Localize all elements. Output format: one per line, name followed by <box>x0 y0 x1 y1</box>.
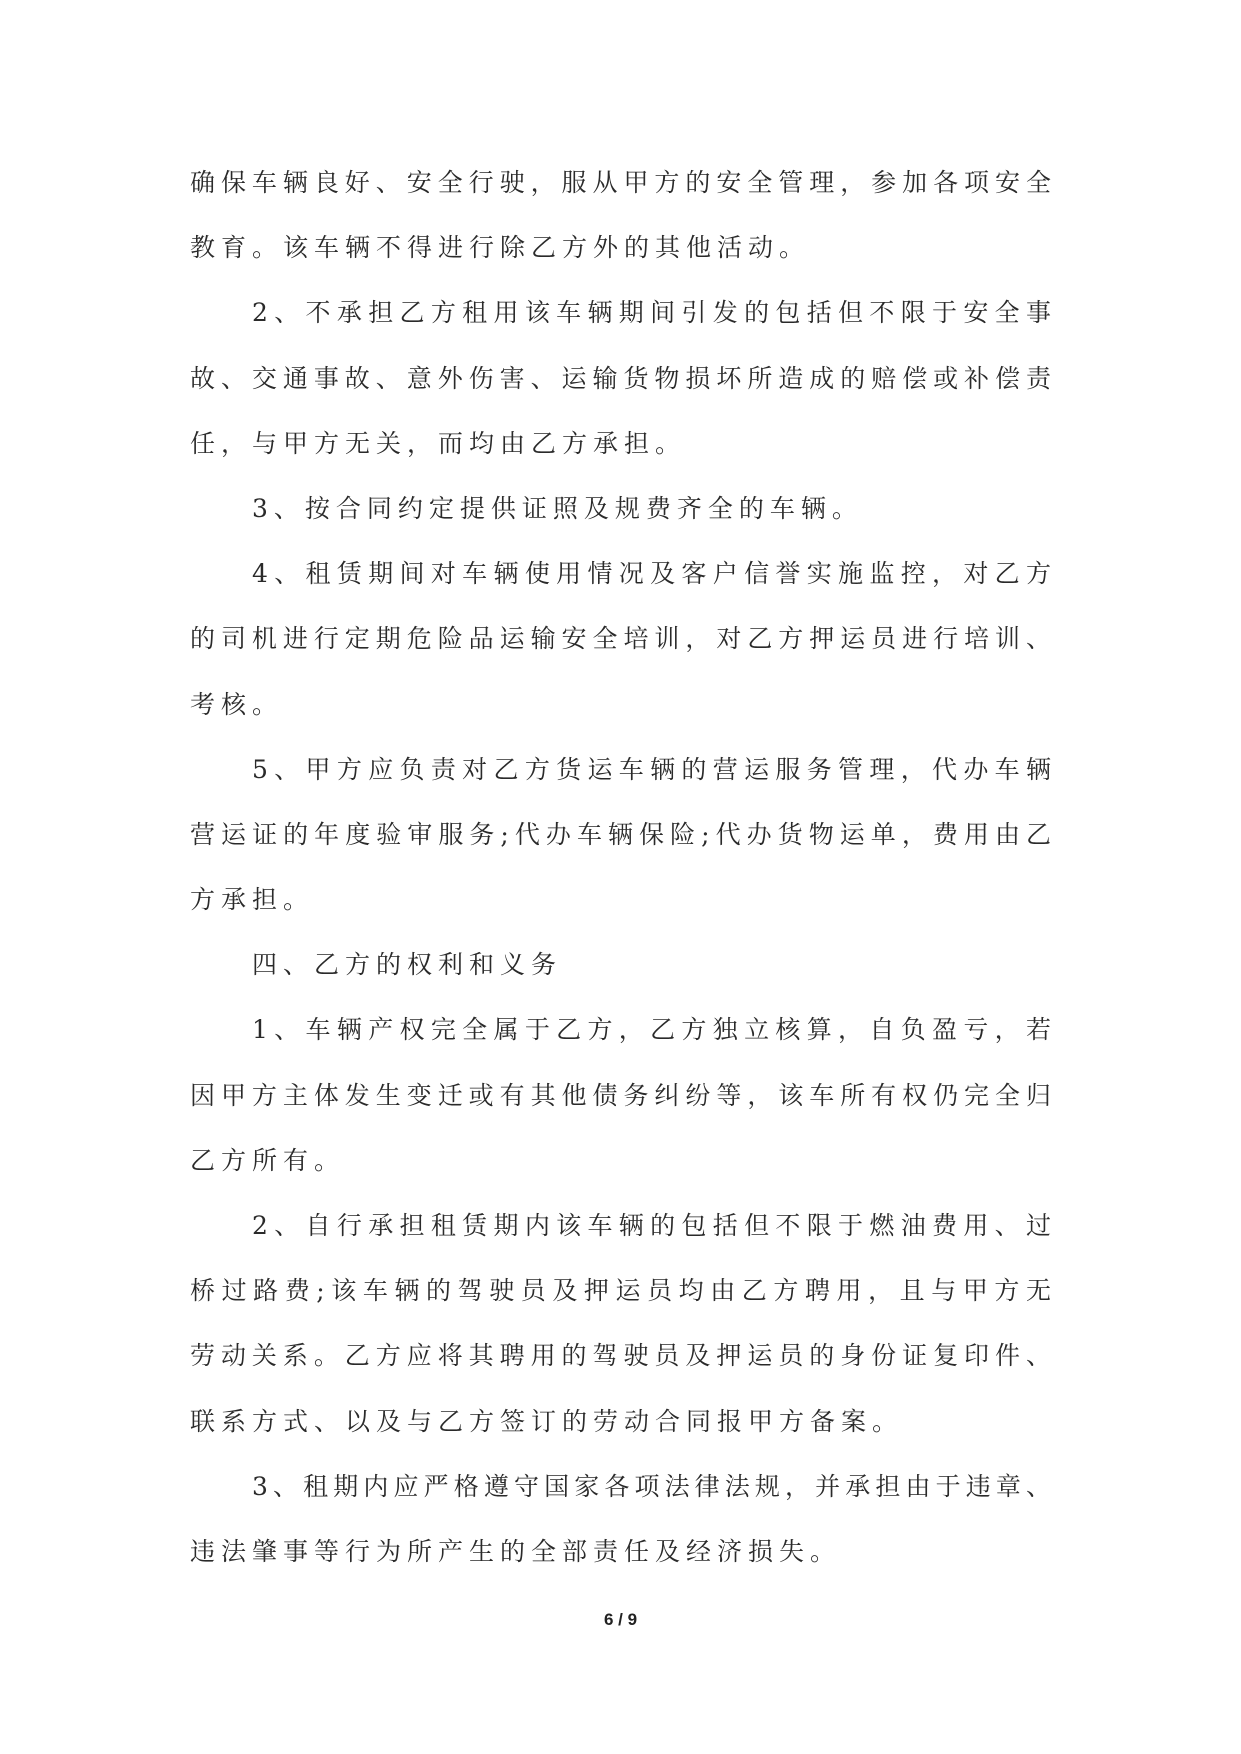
paragraph-clause-4 <box>190 541 1054 737</box>
body-line: 故、交通事故、意外伤害、运输货物损坏所造成的赔偿或补偿责 <box>190 363 1054 393</box>
body-line: 方承担。 <box>190 885 315 915</box>
body-line: 违法肇事等行为所产生的全部责任及经济损失。 <box>190 1536 842 1566</box>
paragraph-clause-3 <box>190 476 1054 541</box>
body-line: 2、自行承担租赁期内该车辆的包括但不限于燃油费用、过 <box>252 1211 1054 1240</box>
paragraph-continued <box>190 150 1054 280</box>
body-line: 4、租赁期间对车辆使用情况及客户信誉实施监控，对乙方 <box>252 559 1054 589</box>
page-number: 6 / 9 <box>603 1610 638 1629</box>
body-line: 3、租期内应严格遵守国家各项法律法规，并承担由于违章、 <box>252 1471 1054 1501</box>
section-heading-text: 四、乙方的权利和义务 <box>252 950 563 980</box>
paragraph-clause-3 <box>190 1454 1054 1584</box>
body-line: 教育。该车辆不得进行除乙方外的其他活动。 <box>190 233 811 263</box>
paragraph-clause-5 <box>190 737 1054 933</box>
body-line: 3、按合同约定提供证照及规费齐全的车辆。 <box>252 493 863 523</box>
body-line: 5、甲方应负责对乙方货运车辆的营运服务管理，代办车辆 <box>252 754 1054 784</box>
body-line: 联系方式、以及与乙方签订的劳动合同报甲方备案。 <box>190 1406 904 1436</box>
body-line: 营运证的年度验审服务;代办车辆保险;代办货物运单，费用由乙 <box>190 819 1054 849</box>
body-line: 1、车辆产权完全属于乙方，乙方独立核算，自负盈亏，若 <box>252 1015 1054 1045</box>
body-line: 桥过路费;该车辆的驾驶员及押运员均由乙方聘用，且与甲方无 <box>190 1276 1054 1306</box>
paragraph-clause-2 <box>190 280 1054 476</box>
body-line: 乙方所有。 <box>190 1145 346 1175</box>
body-line: 2、不承担乙方租用该车辆期间引发的包括但不限于安全事 <box>252 298 1054 328</box>
body-line: 因甲方主体发生变迁或有其他债务纠纷等，该车所有权仍完全归 <box>190 1080 1054 1110</box>
body-line: 的司机进行定期危险品运输安全培训，对乙方押运员进行培训、 <box>190 624 1054 654</box>
paragraph-clause-1 <box>190 997 1054 1193</box>
document-body <box>190 150 1054 1584</box>
section-heading <box>190 932 1054 997</box>
body-line: 考核。 <box>190 689 284 719</box>
body-line: 确保车辆良好、安全行驶，服从甲方的安全管理，参加各项安全 <box>190 168 1054 197</box>
body-line: 任，与甲方无关，而均由乙方承担。 <box>190 428 687 458</box>
paragraph-clause-2 <box>190 1193 1054 1454</box>
body-line: 劳动关系。乙方应将其聘用的驾驶员及押运员的身份证复印件、 <box>190 1341 1054 1371</box>
